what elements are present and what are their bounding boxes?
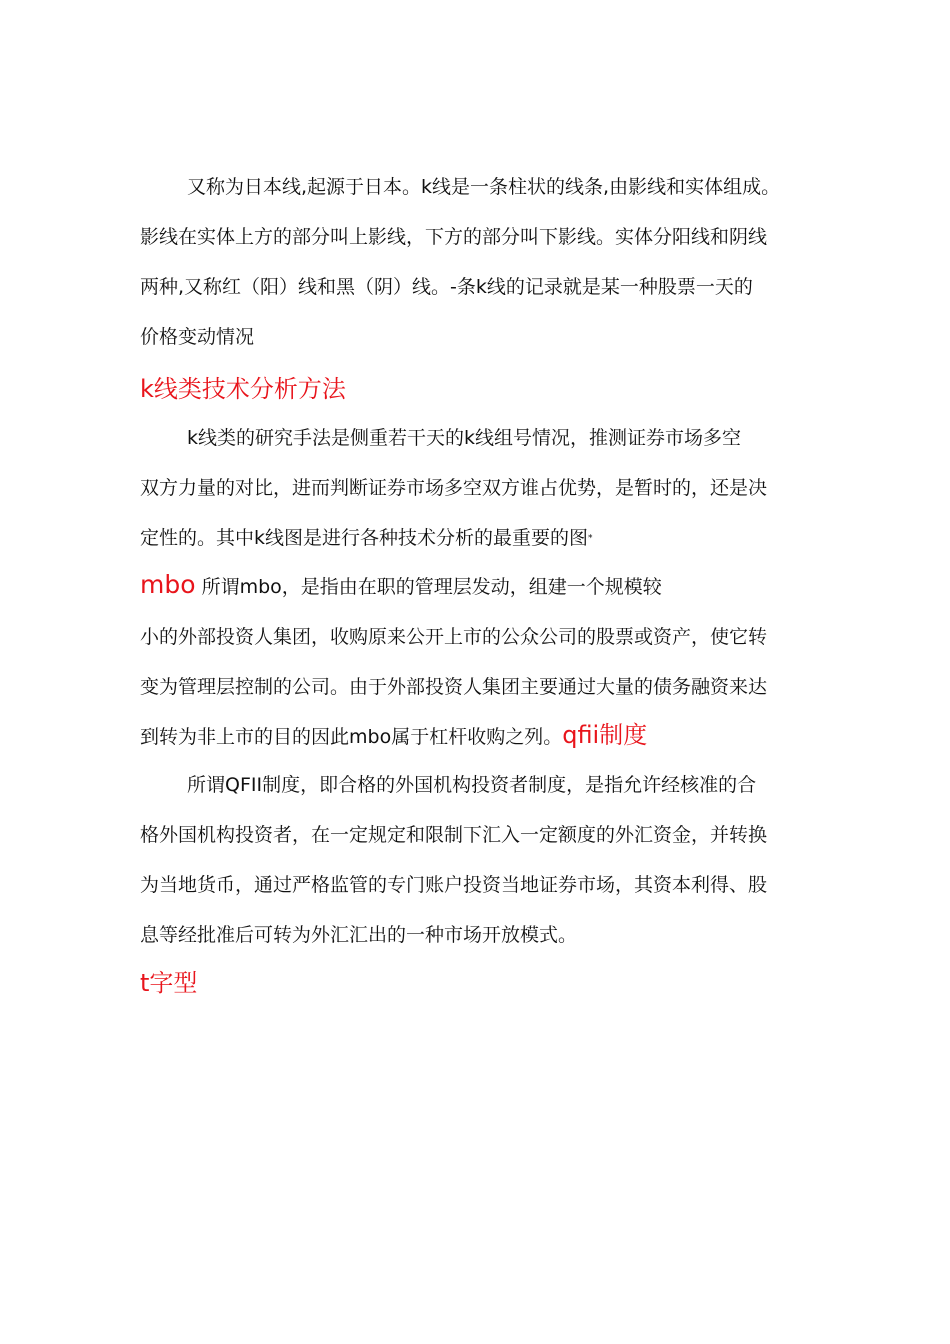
intro-line-4: 价格变动情况 <box>140 326 255 348</box>
mbo-line-1-text: 所谓mbo，是指由在职的管理层发动，组建一个规模较 <box>201 576 662 598</box>
intro-line-2: 影线在实体上方的部分叫上影线，下方的部分叫下影线。实体分阳线和阴线 <box>140 226 768 248</box>
mbo-line-4-text: 到转为非上市的目的因此mbo属于杠杆收购之列。 <box>140 726 563 748</box>
heading-qfii: qfii制度 <box>562 721 648 749</box>
heading-t-shape: t字型 <box>140 969 198 997</box>
qfii-line-1: 所谓QFII制度，即合格的外国机构投资者制度，是指允许经核准的合 <box>187 774 757 796</box>
k-analysis-line-2: 双方力量的对比，进而判断证券市场多空双方谁占优势，是暂时的，还是决 <box>140 477 768 499</box>
qfii-line-4: 息等经批准后可转为外汇汇出的一种市场开放模式。 <box>140 924 578 946</box>
mbo-line-3: 变为管理层控制的公司。由于外部投资人集团主要通过大量的债务融资来达 <box>140 676 768 698</box>
mbo-line-2: 小的外部投资人集团，收购原来公开上市的公众公司的股票或资产，使它转 <box>140 626 768 648</box>
mbo-line-1 <box>140 572 662 600</box>
intro-line-3: 两种,又称红（阳）线和黑（阴）线。-条k线的记录就是某一种股票一天的 <box>140 276 753 298</box>
k-analysis-line-3-text: 定性的。其中k线图是进行各种技术分析的最重要的图 <box>140 527 589 549</box>
k-analysis-line-3-mark: * <box>588 533 593 544</box>
mbo-line-4 <box>140 722 647 750</box>
qfii-line-3: 为当地货币，通过严格监管的专门账户投资当地证券市场，其资本利得、股 <box>140 874 768 896</box>
intro-line-1: 又称为日本线,起源于日本。k线是一条柱状的线条,由影线和实体组成。 <box>187 176 781 198</box>
k-analysis-line-3 <box>140 525 593 552</box>
qfii-line-2: 格外国机构投资者，在一定规定和限制下汇入一定额度的外汇资金，并转换 <box>140 824 768 846</box>
heading-mbo: mbo <box>140 570 196 599</box>
k-analysis-line-1: k线类的研究手法是侧重若干天的k线组号情况，推测证券市场多空 <box>187 427 742 449</box>
heading-k-analysis: k线类技术分析方法 <box>140 375 346 403</box>
